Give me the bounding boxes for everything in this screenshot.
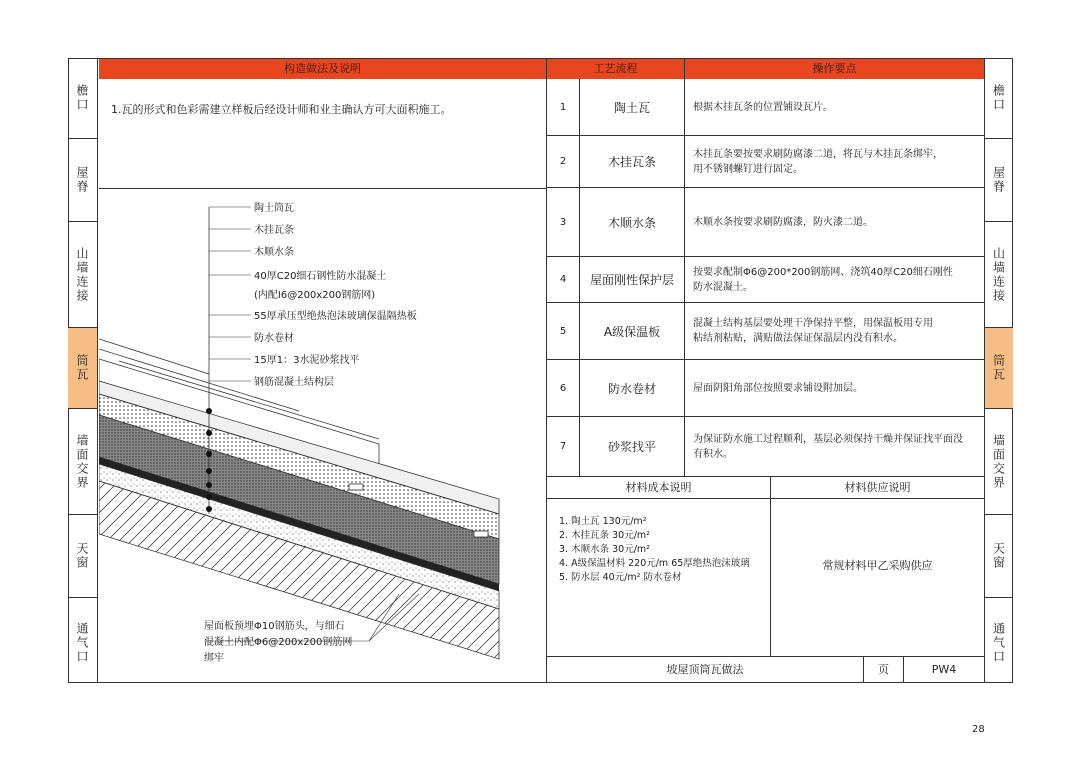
material-cost-title: 材料成本说明 bbox=[547, 477, 771, 499]
cost-line-1: 1. 陶土瓦 130元/m² bbox=[559, 516, 647, 527]
layer-label-clay-tile: 陶土筒瓦 bbox=[254, 203, 294, 214]
left-nav-vent[interactable]: 通气口 bbox=[75, 622, 89, 664]
step-7-num: 7 bbox=[547, 417, 580, 477]
layer-label-mortar: 15厚1：3水泥砂浆找平 bbox=[254, 355, 360, 366]
cost-line-3: 3. 木顺水条 30元/m² bbox=[559, 544, 650, 555]
left-nav-wall-junction[interactable]: 墙面交界 bbox=[68, 409, 97, 515]
step-4-desc: 按要求配制Φ6@200*200钢筋网、浇筑40厚C20细石刚性 防水混凝土。 bbox=[685, 257, 984, 303]
step-5-num: 5 bbox=[547, 303, 580, 360]
left-nav-eave[interactable]: 檐口 bbox=[68, 58, 97, 139]
left-side-nav bbox=[68, 58, 98, 683]
bottom-note-line-1: 屋面板预埋Φ10钢筋头，与细石 bbox=[204, 621, 345, 632]
left-nav-gable[interactable]: 山墙连接 bbox=[68, 222, 97, 328]
step-2-name: 木挂瓦条 bbox=[580, 136, 685, 188]
left-nav-tube-tile[interactable]: 筒瓦 bbox=[68, 328, 97, 409]
step-6-desc: 屋面阴阳角部位按照要求铺设附加层。 bbox=[685, 360, 984, 417]
step-2-desc: 木挂瓦条要按要求刷防腐漆二道，将瓦与木挂瓦条绑牢， 用不锈钢螺钉进行固定。 bbox=[685, 136, 984, 188]
step-1-desc: 根据木挂瓦条的位置铺设瓦片。 bbox=[685, 79, 984, 136]
cost-line-4: 4. A级保温材料 220元/m 65厚绝热泡沫玻璃 bbox=[559, 558, 750, 569]
drawing-code: PW4 bbox=[931, 663, 957, 676]
header-construction: 构造做法及说明 bbox=[99, 59, 547, 79]
left-nav-ridge[interactable]: 屋脊 bbox=[68, 139, 97, 222]
material-supply-text: 常规材料甲乙采购供应 bbox=[822, 559, 933, 572]
right-nav-wall-junction[interactable]: 墙面交界 bbox=[985, 409, 1013, 515]
header-operation: 操作要点 bbox=[685, 59, 984, 79]
process-table bbox=[547, 79, 984, 477]
step-5-name: A级保温板 bbox=[580, 303, 685, 360]
material-cost-list bbox=[547, 499, 771, 657]
roof-section-drawing bbox=[99, 189, 547, 683]
step-3-num: 3 bbox=[547, 188, 580, 257]
step-3-desc: 木顺水条按要求刷防腐漆，防火漆二道。 bbox=[685, 188, 984, 257]
step-6-name: 防水卷材 bbox=[580, 360, 685, 417]
step-1-num: 1 bbox=[547, 79, 580, 136]
drawing-panel bbox=[99, 189, 547, 683]
layer-label-membrane: 防水卷材 bbox=[254, 333, 294, 344]
right-nav-eave[interactable]: 檐口 bbox=[985, 58, 1013, 139]
bottom-note-line-2: 混凝土内配Φ6@200x200钢筋网 bbox=[204, 637, 353, 648]
drawing-title: 坡屋顶筒瓦做法 bbox=[547, 657, 864, 683]
layer-label-tile-batten: 木挂瓦条 bbox=[254, 225, 294, 236]
step-1-name: 陶土瓦 bbox=[580, 79, 685, 136]
layer-label-concrete: 40厚C20细石钢性防水混凝土 bbox=[254, 271, 387, 282]
right-nav-vent[interactable]: 通气口 bbox=[991, 622, 1006, 664]
materials-section bbox=[547, 477, 984, 657]
step-6-num: 6 bbox=[547, 360, 580, 417]
step-3-name: 木顺水条 bbox=[580, 188, 685, 257]
layer-label-counter-batten: 木顺水条 bbox=[254, 247, 294, 258]
title-block bbox=[547, 657, 984, 683]
material-supply-title: 材料供应说明 bbox=[771, 477, 984, 499]
step-4-name: 屋面刚性保护层 bbox=[580, 257, 685, 303]
right-nav-ridge[interactable]: 屋脊 bbox=[985, 139, 1013, 222]
right-nav-gable[interactable]: 山墙连接 bbox=[985, 222, 1013, 328]
right-nav-tube-tile[interactable]: 筒瓦 bbox=[985, 328, 1013, 409]
construction-note-box bbox=[99, 79, 547, 189]
step-2-num: 2 bbox=[547, 136, 580, 188]
right-nav-skylight[interactable]: 天窗 bbox=[985, 515, 1013, 598]
layer-label-structure: 钢筋混凝土结构层 bbox=[254, 377, 334, 388]
step-7-name: 砂浆找平 bbox=[580, 417, 685, 477]
bottom-note-line-3: 绑牢 bbox=[204, 653, 224, 664]
right-side-nav bbox=[984, 58, 1013, 683]
header-process: 工艺流程 bbox=[547, 59, 685, 79]
cost-line-5: 5. 防水层 40元/m² 防水卷材 bbox=[559, 572, 682, 583]
construction-note: 1.瓦的形式和色彩需建立样板后经设计师和业主确认方可大面积施工。 bbox=[111, 103, 452, 116]
left-nav-skylight[interactable]: 天窗 bbox=[68, 515, 97, 598]
cost-line-2: 2. 木挂瓦条 30元/m² bbox=[559, 530, 650, 541]
step-4-num: 4 bbox=[547, 257, 580, 303]
layer-label-insulation: 55厚承压型绝热泡沫玻璃保温隔热板 bbox=[254, 311, 417, 322]
layer-label-rebar-mesh: (内配Ⅰ6@200x200钢筋网) bbox=[254, 290, 376, 301]
step-5-desc: 混凝土结构基层要处理干净保持平整，用保温板用专用 粘结剂粘贴，满贴做法保证保温层内没有积水。 bbox=[685, 303, 984, 360]
step-7-desc: 为保证防水施工过程顺利，基层必须保持干燥并保证找平面没 有积水。 bbox=[685, 417, 984, 477]
page-number: 28 bbox=[972, 724, 985, 735]
page-label: 页 bbox=[864, 657, 904, 683]
